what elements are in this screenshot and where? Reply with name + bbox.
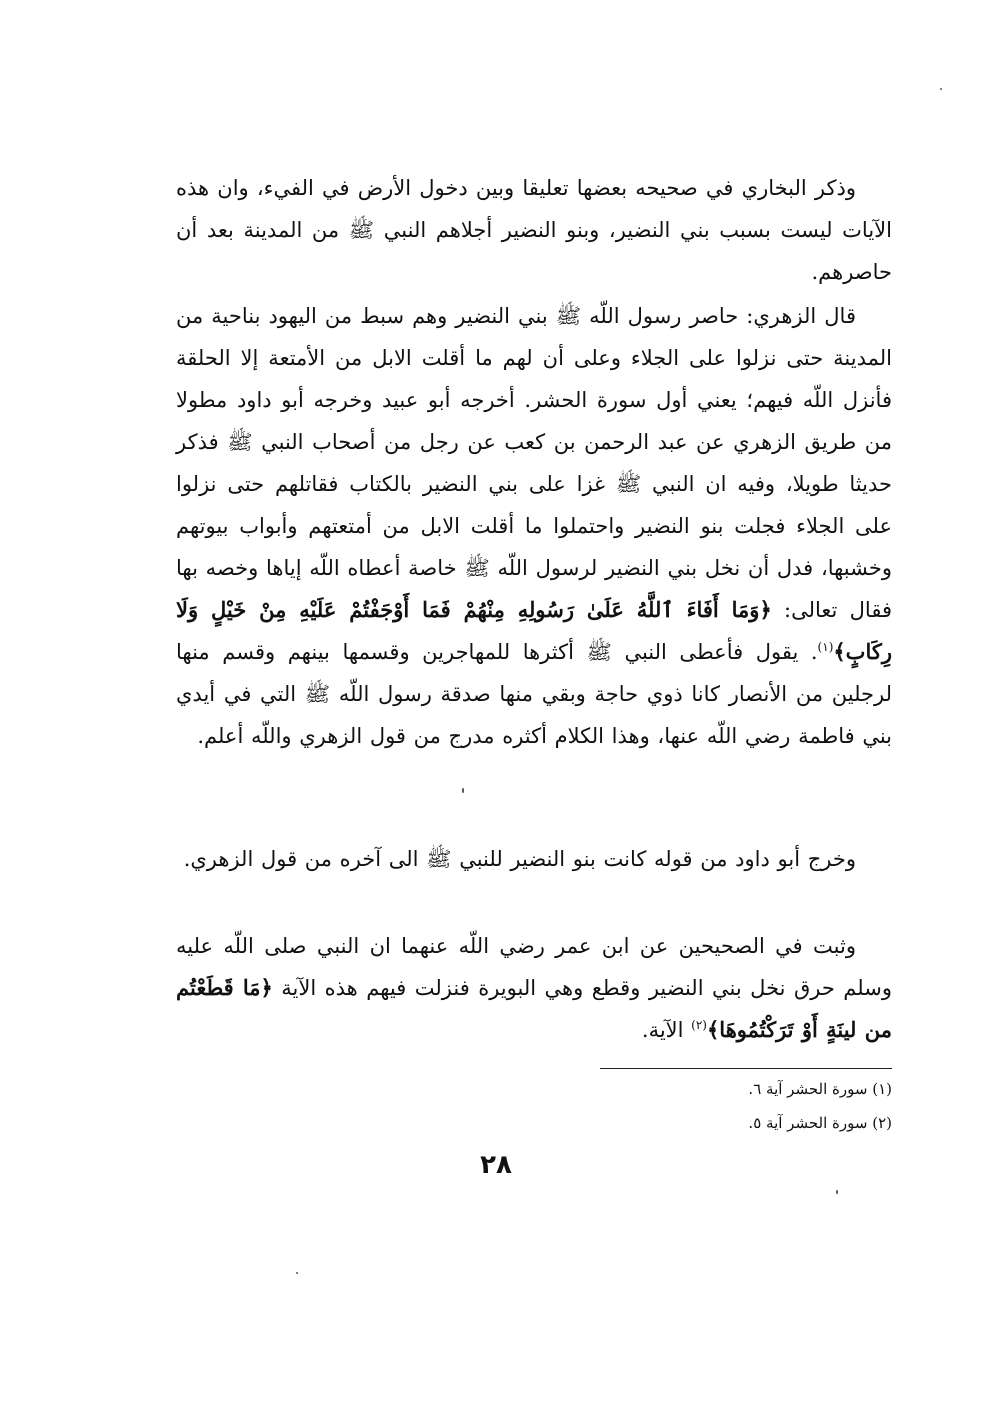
paragraph-text-continued: . يقول فأعطى النبي ﷺ أكثرها للمهاجرين وقسمها بينهم وقسم منها لرجلين من الأنصار كانا ذوي حاجة وبقي منها صدقة رسول اللّه ﷺ التي في أيدي بني فاطمة رضي اللّه عنها، وهذا الكلام أكثره مدرج من قول الزهري واللّه أعلم. bbox=[176, 640, 892, 748]
footnotes bbox=[560, 1072, 892, 1140]
paragraph-text: قال الزهري: حاصر رسول اللّه ﷺ بني النضير وهم سبط من اليهود بناحية من المدينة حتى نزلوا على الجلاء وعلى أن لهم ما أقلت الابل من الأمتعة إلا الحلقة فأنزل اللّه فيهم؛ يعني أول سورة الحشر. أخرجه أبو عبيد وخرجه أبو داود مطولا من طريق الزهري عن عبد الرحمن بن كعب عن رجل من أصحاب النبي ﷺ فذكر حديثا طويلا، وفيه ان النبي ﷺ غزا على بني النضير بالكتاب فقاتلهم حتى نزلوا على الجلاء فجلت بنو النضير واحتملوا ما أقلت الابل من أمتعتهم وأبواب بيوتهم وخشبها، فدل أن نخل بني النضير لرسول اللّه ﷺ خاصة أعطاه اللّه إياها وخصه بها فقال تعالى: bbox=[176, 304, 892, 622]
scan-speck bbox=[836, 1190, 838, 1194]
footnote-reference: (١) bbox=[817, 640, 834, 654]
quran-verse-quote: ﴿مَا قَطَعْتُم من لينَةٍ أَوْ تَرَكْتُمُوهَا﴾ bbox=[176, 975, 892, 1042]
paragraph-text: وذكر البخاري في صحيحه بعضها تعليقا وبين دخول الأرض في الفيء، وان هذه الآيات ليست بسبب بني النضير، وبنو النضير أجلاهم النبي ﷺ من المدينة بعد أن حاصرهم. bbox=[176, 176, 892, 284]
footnote-1: (١) سورة الحشر آية ٦. bbox=[748, 1080, 892, 1098]
scan-speck bbox=[296, 1272, 298, 1274]
footnote-2: (٢) سورة الحشر آية ٥. bbox=[748, 1114, 892, 1132]
paragraph-sahihain bbox=[176, 925, 892, 1051]
paragraph-text: وثبت في الصحيحين عن ابن عمر رضي اللّه عنهما ان النبي صلى اللّه عليه وسلم حرق نخل بني النضير وقطع وهي البويرة فنزلت فيهم هذه الآية bbox=[176, 934, 892, 1000]
paragraph-text-continued: الآية. bbox=[641, 1018, 692, 1042]
paragraph-zuhri bbox=[176, 295, 892, 757]
footnote-divider bbox=[600, 1068, 892, 1069]
quran-verse-quote: ﴿وَمَا أَفَاءَ ٱللَّهُ عَلَىٰ رَسُولِهِ مِنْهُمْ فَمَا أَوْجَفْتُمْ عَلَيْهِ مِنْ خَيْلٍ وَلَا رِكَابٍ﴾ bbox=[176, 597, 892, 664]
footnote-reference: (٢) bbox=[691, 1018, 707, 1032]
paragraph-text: وخرج أبو داود من قوله كانت بنو النضير للنبي ﷺ الى آخره من قول الزهري. bbox=[183, 847, 856, 871]
page-number: ٢٨ bbox=[480, 1150, 512, 1180]
paragraph-abu-dawud bbox=[176, 838, 892, 880]
scan-speck bbox=[940, 88, 942, 90]
scan-speck bbox=[462, 788, 464, 793]
paragraph-bukhari bbox=[176, 167, 892, 293]
